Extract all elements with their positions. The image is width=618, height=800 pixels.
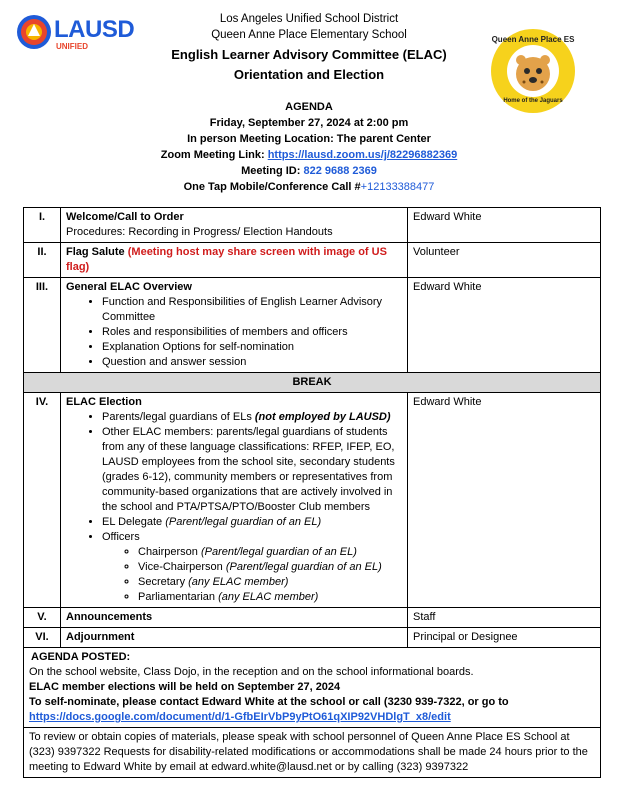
item-detail: Procedures: Recording in Progress/ Election Handouts (66, 226, 333, 238)
item-presenter: Edward White (408, 208, 601, 243)
one-tap-label: One Tap Mobile/Conference Call # (183, 181, 361, 193)
item-content (61, 208, 408, 243)
item-number: VI. (24, 628, 61, 648)
item-presenter: Volunteer (408, 243, 601, 278)
agenda-row-1 (24, 208, 601, 243)
list-item-text: EL Delegate (102, 516, 166, 528)
meeting-date: Friday, September 27, 2024 at 2:00 pm (209, 117, 409, 129)
posted-label: AGENDA POSTED: (31, 651, 131, 663)
one-tap-line (0, 181, 618, 193)
officer-item (138, 590, 402, 605)
school-logo-top-text: Queen Anne Place ES (491, 35, 575, 44)
list-item (102, 515, 402, 530)
break-row (24, 373, 601, 393)
agenda-row-3 (24, 278, 601, 373)
agenda-heading: AGENDA (285, 101, 333, 113)
item-number: I. (24, 208, 61, 243)
officer-role: Vice-Chairperson (138, 561, 226, 573)
item-title: Adjournment (61, 628, 408, 648)
posting-info (24, 648, 600, 728)
lausd-logo-text: LAUSD (54, 16, 135, 43)
item-number: IV. (24, 393, 61, 608)
meeting-id: 822 9688 2369 (303, 165, 377, 177)
list-item-emphasis: (Parent/legal guardian of an EL) (165, 516, 322, 528)
list-item (102, 410, 402, 425)
agenda-table (23, 207, 601, 648)
zoom-line (0, 149, 618, 161)
item-title: Announcements (61, 608, 408, 628)
meeting-id-line (0, 165, 618, 177)
list-item: • Function and Responsibilities of English Learner Advisory Committee (102, 295, 402, 325)
item-number: V. (24, 608, 61, 628)
school-logo-bottom-text: Home of the Jaguars (503, 98, 563, 104)
agenda-row-2 (24, 243, 601, 278)
break-label: BREAK (24, 373, 601, 393)
meeting-location: In person Meeting Location: The parent Center (187, 133, 431, 145)
footer-box (23, 647, 601, 778)
officer-item (138, 545, 402, 560)
zoom-label: Zoom Meeting Link: (160, 149, 268, 161)
zoom-link[interactable]: https://lausd.zoom.us/j/82296882369 (267, 149, 458, 161)
agenda-row-5 (24, 608, 601, 628)
officer-list (102, 545, 402, 605)
agenda-row-6 (24, 628, 601, 648)
list-item-emphasis: (not employed by LAUSD) (254, 411, 391, 423)
review-text: To review or obtain copies of materials, please speak with school personnel of Queen Anne Place ES School at (323) 9397322 Requests for disability-related modifications or accommodations shall be made 24 hours prior to the meeting to Edward White by email at edward.white@lausd.net or by calling (323) 9397322 (29, 731, 588, 773)
officer-item (138, 575, 402, 590)
officer-note: (Parent/legal guardian of an EL) (225, 561, 382, 573)
bullet-list (66, 410, 402, 605)
item-title: Flag Salute (66, 246, 128, 258)
officer-note: (any ELAC member) (218, 591, 319, 603)
officer-role: Parliamentarian (138, 591, 219, 603)
page-subtitle: Orientation and Election (233, 67, 385, 82)
item-title: ELAC Election (66, 396, 142, 408)
nominate-text: To self-nominate, please contact Edward White at the school or call (3230 939-7322, or go to (29, 696, 509, 708)
item-title: Welcome/Call to Order (66, 211, 184, 223)
item-presenter: Edward White (408, 393, 601, 608)
list-item: • Explanation Options for self-nomination (102, 340, 402, 355)
officer-role: Secretary (138, 576, 189, 588)
list-item: • Roles and responsibilities of members and officers (102, 325, 402, 340)
item-presenter: Principal or Designee (408, 628, 601, 648)
posted-text: On the school website, Class Dojo, in the reception and on the school informational boards. (29, 666, 474, 678)
officer-note: (any ELAC member) (188, 576, 289, 588)
officer-note: (Parent/legal guardian of an EL) (200, 546, 357, 558)
nominate-link[interactable]: https://docs.google.com/document/d/1-GfbEIrVbP9yPtO61qXIP92VHDlgT_x8/edit (29, 711, 451, 723)
item-presenter: Edward White (408, 278, 601, 373)
item-title: General ELAC Overview (66, 281, 192, 293)
bullet-list (66, 295, 402, 370)
item-content (61, 393, 408, 608)
officer-role: Chairperson (138, 546, 201, 558)
item-number: II. (24, 243, 61, 278)
officer-item (138, 560, 402, 575)
list-item-text: Parents/legal guardians of ELs (102, 411, 255, 423)
agenda-row-4 (24, 393, 601, 608)
item-content (61, 243, 408, 278)
elections-text: ELAC member elections will be held on September 27, 2024 (29, 681, 341, 693)
list-item: • Other ELAC members: parents/legal guardians of students from any of these language classifications: RFEP, IFEP, EO, LAUSD employees from the school site, secondary students (grades 6-12), community members or representatives from community-based organizations that are actively involved in the school and PTA/PTSA/PTO/Booster Club members (102, 425, 402, 515)
school-name: Queen Anne Place Elementary School (211, 29, 407, 41)
one-tap-number: +12133388477 (360, 181, 435, 193)
item-note: (Meeting host may share screen with image of US flag) (66, 246, 387, 273)
item-presenter: Staff (408, 608, 601, 628)
item-number: III. (24, 278, 61, 373)
list-item-text: Officers (102, 531, 140, 543)
lausd-logo-sub: UNIFIED (56, 42, 88, 51)
district-name: Los Angeles Unified School District (219, 13, 399, 25)
item-content (61, 278, 408, 373)
list-item: • Question and answer session (102, 355, 402, 370)
page-title: English Learner Advisory Committee (ELAC) (171, 47, 447, 62)
meeting-id-label: Meeting ID: (241, 165, 304, 177)
list-item (102, 530, 402, 605)
